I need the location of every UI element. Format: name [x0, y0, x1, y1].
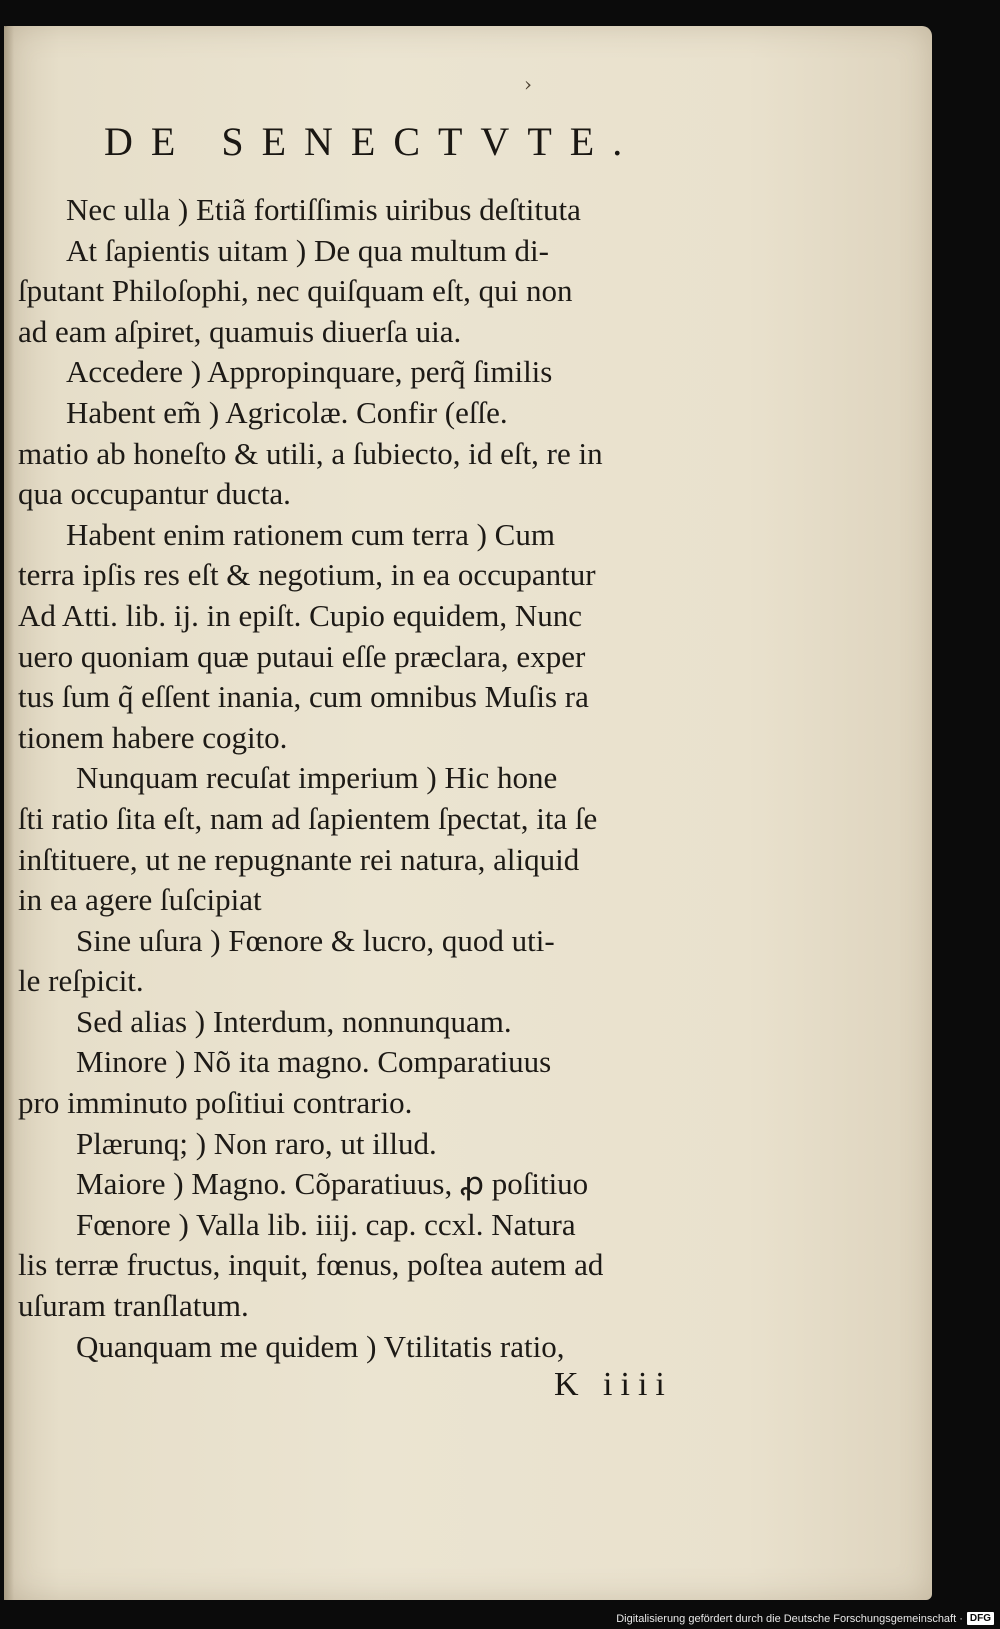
text-line: ſti ratio ſita eſt, nam ad ſapientem ſpectat, ita ſe	[18, 800, 598, 836]
text-line: Nunquam recuſat imperium ) Hic hone	[76, 760, 558, 796]
text-line: ſputant Philoſophi, nec quiſquam eſt, qui non	[18, 273, 573, 309]
running-head: DE SENECTVTE.	[104, 119, 641, 164]
page-edge-shadow	[4, 26, 14, 1600]
footer-credit: Digitalisierung gefördert durch die Deutsche Forschungsgemeinschaft ·	[616, 1612, 963, 1625]
text-line: uero quoniam quæ putaui eſſe præclara, exper	[18, 638, 586, 674]
text-line: lis terræ fructus, inquit, fœnus, poſtea autem ad	[18, 1247, 604, 1283]
text-line: terra ipſis res eſt & negotium, in ea occupantur	[18, 557, 596, 593]
text-line: Fœnore ) Valla lib. iiij. cap. ccxl. Natura	[76, 1206, 576, 1242]
text-line: qua occupantur ducta.	[18, 476, 291, 512]
text-line: Accedere ) Appropinquare, perq̃ ſimilis	[66, 354, 553, 390]
text-line: pro imminuto poſitiui contrario.	[18, 1085, 413, 1121]
text-line: in ea agere ſuſcipiat	[18, 882, 262, 918]
text-line: inſtituere, ut ne repugnante rei natura, aliquid	[18, 841, 580, 877]
text-line: At ſapientis uitam ) De qua multum di-	[66, 232, 549, 268]
page-mark: ›	[524, 72, 532, 96]
text-line: Plærunq; ) Non raro, ut illud.	[76, 1125, 437, 1161]
text-line: Quanquam me quidem ) Vtilitatis ratio,	[76, 1328, 565, 1364]
text-line: Minore ) Nõ ita magno. Comparatiuus	[76, 1044, 552, 1080]
text-line: Nec ulla ) Etiã fortiſſimis uiribus deſtituta	[66, 192, 581, 227]
text-line: le reſpicit.	[18, 963, 144, 999]
book-page	[4, 26, 932, 1600]
text-line: Sine uſura ) Fœnore & lucro, quod uti-	[76, 922, 555, 958]
text-line: uſuram tranſlatum.	[18, 1288, 249, 1324]
text-line: Habent em̃ ) Agricolæ. Confir (eſſe.	[66, 394, 508, 430]
text-line: tionem habere cogito.	[18, 719, 288, 755]
text-line: Ad Atti. lib. ij. in epiſt. Cupio equidem, Nunc	[18, 597, 582, 633]
text-line: Habent enim rationem cum terra ) Cum	[66, 516, 555, 552]
signature-mark: K iiii	[554, 1366, 673, 1403]
text-line: Maiore ) Magno. Cõparatiuus, ꝓ poſitiuo	[76, 1166, 589, 1202]
text-line: Sed alias ) Interdum, nonnunquam.	[76, 1003, 512, 1039]
dfg-logo-icon: DFG	[967, 1612, 994, 1625]
text-line: ad eam aſpiret, quamuis diuerſa uia.	[18, 313, 462, 349]
text-line: tus ſum q̃ eſſent inania, cum omnibus Muſis ra	[18, 679, 589, 715]
text-line: matio ab honeſto & utili, a ſubiecto, id eſt, re in	[18, 435, 603, 471]
commentary-text	[18, 190, 758, 1367]
digitization-footer	[616, 1612, 994, 1625]
